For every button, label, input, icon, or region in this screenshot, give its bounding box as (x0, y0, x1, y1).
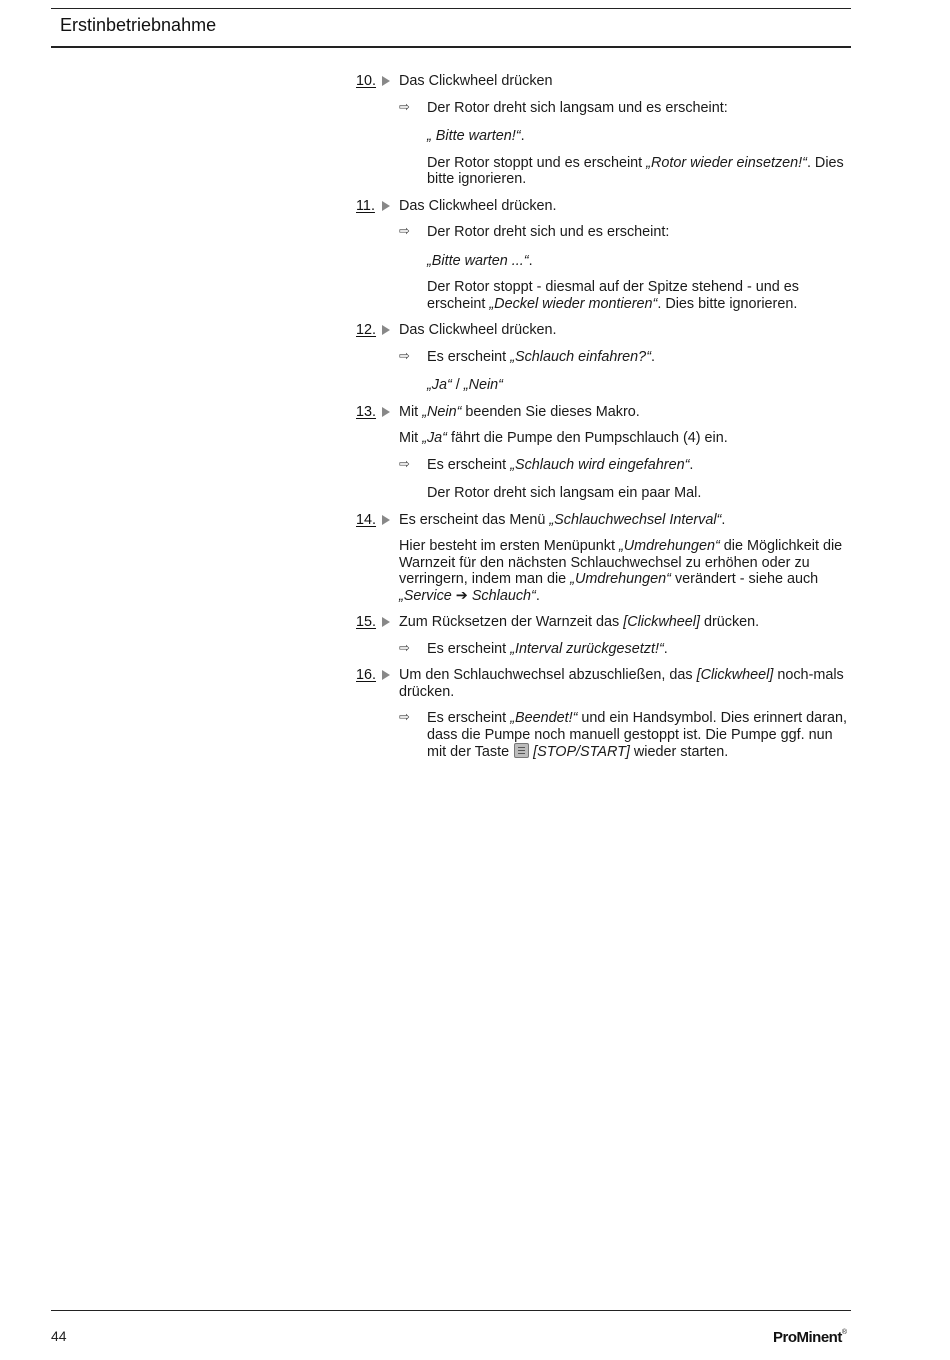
step-number-text: 14. (356, 511, 377, 528)
result-arrow-icon: ⇨ (399, 456, 410, 472)
text-run: . (650, 348, 655, 365)
display-message (399, 128, 852, 145)
step-number (356, 667, 390, 684)
text-run: Es erscheint das Menü (399, 511, 550, 528)
step-number (356, 512, 390, 529)
step-15 (356, 614, 852, 657)
step-number-text: 12. (356, 322, 377, 338)
text-run: „Deckel wieder montieren“ (489, 295, 658, 312)
step-instruction (399, 322, 852, 339)
text-run: „Nein“ (422, 403, 462, 420)
page-number: 44 (51, 1328, 67, 1344)
text-run: „Bitte warten ...“ (427, 252, 529, 269)
result-arrow-icon: ⇨ (399, 640, 410, 656)
step-instruction (399, 512, 852, 529)
step-arrow-icon (382, 76, 390, 86)
step-arrow-icon (382, 670, 390, 680)
step-instruction (399, 614, 852, 631)
brand-logo-text: ProMinent (773, 1329, 842, 1346)
text-run: Der Rotor dreht sich langsam und es erscheint: (427, 99, 728, 116)
header-bottom-rule (51, 46, 851, 48)
step-instruction (399, 538, 852, 604)
step-number-text: 16. (356, 667, 377, 683)
step-result (399, 641, 852, 658)
display-message (399, 253, 852, 270)
text-run: „Beendet!“ (510, 710, 578, 726)
step-instruction (399, 198, 852, 215)
text-run: . (689, 456, 694, 473)
brand-logo (773, 1329, 847, 1346)
text-run: Der Rotor stoppt und es erscheint (427, 154, 647, 171)
step-result (399, 710, 852, 761)
text-run: . (528, 252, 533, 269)
step-11 (356, 198, 852, 313)
result-arrow-icon: ⇨ (399, 710, 410, 725)
step-note (399, 155, 852, 188)
text-run: noch-mals drücken. (399, 667, 844, 700)
text-run: „Service ➔ Schlauch“ (399, 587, 536, 604)
stop-start-key-icon (514, 743, 529, 758)
text-run: und ein Handsymbol. Dies erinnert daran, dass die Pumpe noch manuell gestoppt ist. Die Pumpe ggf. nun mit der Taste (427, 710, 847, 760)
step-instruction (399, 430, 852, 447)
step-number (356, 322, 390, 339)
step-number-text: 13. (356, 403, 377, 420)
text-run: „Schlauch einfahren?“ (510, 348, 651, 365)
step-number (356, 198, 390, 215)
text-run: . (663, 640, 668, 657)
step-result (399, 100, 852, 117)
text-run: „Rotor wieder einsetzen!“ (646, 154, 807, 171)
text-run: Hier besteht im ersten Menüpunkt (399, 538, 619, 554)
text-run: verändert - siehe auch (670, 571, 819, 587)
step-instruction (399, 667, 852, 700)
text-run: „Ja“ (427, 377, 452, 393)
text-run: Es erscheint (427, 348, 511, 365)
text-run: . Dies bitte ignorieren. (657, 295, 798, 312)
step-number-text: 15. (356, 614, 377, 630)
text-run: Der Rotor dreht sich und es erscheint: (427, 224, 670, 240)
step-16 (356, 667, 852, 761)
text-run: wieder starten. (629, 744, 729, 760)
step-number-text: 10. (356, 73, 377, 89)
text-run: „Schlauch wird eingefahren“ (510, 456, 690, 473)
text-run: die Möglichkeit die Warnzeit für den nächsten Schlauchwechsel zu erhöhen oder zu verringern, indem man die (399, 538, 843, 587)
text-run: „Nein“ (463, 377, 503, 393)
text-run: beenden Sie dieses Makro. (461, 403, 640, 420)
step-instruction (399, 404, 852, 421)
display-message (399, 377, 852, 394)
display-message (399, 485, 852, 502)
instruction-steps (356, 73, 852, 771)
step-result (399, 349, 852, 366)
step-note (399, 279, 852, 312)
step-instruction (399, 73, 852, 90)
result-arrow-icon: ⇨ (399, 99, 410, 115)
text-run: Es erscheint (427, 640, 511, 657)
text-run: Das Clickwheel drücken. (399, 322, 557, 338)
text-run: Der Rotor stoppt - diesmal auf der Spitze stehend - und es erscheint (427, 279, 799, 312)
text-run: „Ja“ (422, 430, 447, 446)
page-header-title: Erstinbetriebnahme (60, 15, 217, 35)
text-run: Es erscheint (427, 710, 511, 726)
text-run: „Schlauchwechsel Interval“ (549, 511, 722, 528)
text-run: [Clickwheel] (623, 614, 700, 630)
step-arrow-icon (382, 201, 390, 211)
footer-rule (51, 1310, 851, 1311)
step-arrow-icon (382, 325, 390, 335)
step-14 (356, 512, 852, 605)
text-run: Mit (399, 430, 423, 446)
text-run: „ Bitte warten!“ (427, 128, 521, 144)
text-run: . (721, 511, 726, 528)
text-run: Zum Rücksetzen der Warnzeit das (399, 614, 624, 630)
step-13 (356, 404, 852, 502)
text-run: „Umdrehungen“ (618, 538, 720, 554)
text-run: Mit (399, 403, 423, 420)
text-run: . Dies bitte ignorieren. (427, 154, 844, 187)
text-run: „Interval zurückgesetzt!“ (510, 640, 664, 657)
text-run: . (535, 587, 540, 604)
text-run: [STOP/START] (533, 744, 630, 760)
text-run: Es erscheint (427, 456, 511, 473)
step-arrow-icon (382, 515, 390, 525)
step-result (399, 457, 852, 474)
step-10 (356, 73, 852, 188)
text-run: [Clickwheel] (696, 667, 774, 683)
step-number (356, 404, 390, 421)
step-number (356, 73, 390, 90)
header-top-rule (51, 8, 851, 9)
text-run: „Umdrehungen“ (570, 571, 671, 587)
step-arrow-icon (382, 617, 390, 627)
text-run: Um den Schlauchwechsel abzuschließen, das (399, 667, 697, 683)
text-run: fährt die Pumpe den Pumpschlauch (4) ein. (446, 430, 728, 446)
step-result (399, 224, 852, 241)
step-number (356, 614, 390, 631)
result-arrow-icon: ⇨ (399, 348, 410, 364)
result-arrow-icon: ⇨ (399, 224, 410, 239)
step-number-text: 11. (356, 197, 375, 214)
text-run: Der Rotor dreht sich langsam ein paar Mal. (427, 485, 702, 501)
text-run: Das Clickwheel drücken (399, 73, 553, 89)
registered-mark: ® (841, 1329, 847, 1336)
text-run: Das Clickwheel drücken. (399, 197, 557, 214)
text-run: / (451, 377, 464, 393)
text-run: . (520, 128, 525, 144)
text-run: drücken. (699, 614, 760, 630)
step-arrow-icon (382, 407, 390, 417)
step-12 (356, 322, 852, 394)
